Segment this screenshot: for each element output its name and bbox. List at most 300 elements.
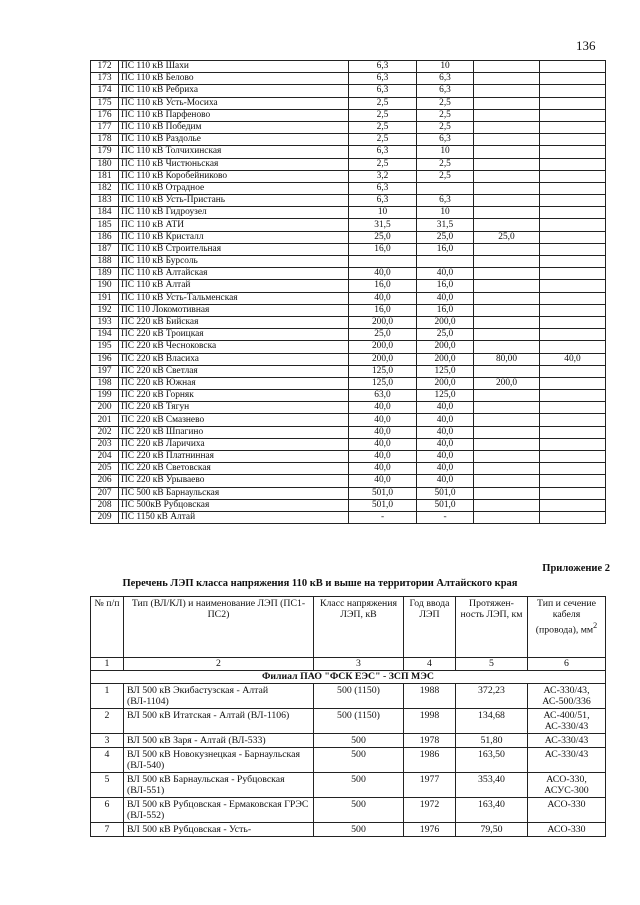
row-number: 198 [91, 377, 119, 389]
line-voltage: 500 (1150) [314, 709, 404, 734]
table-row [91, 475, 606, 487]
page-number: 136 [576, 38, 596, 53]
appendix-title: Перечень ЛЭП класса напряжения 110 кВ и выше на территории Алтайского края [122, 578, 518, 589]
capacity-1: 2,5 [349, 97, 417, 109]
row-number: 1 [91, 684, 124, 709]
line-name: ВЛ 500 кВ Заря - Алтай (ВЛ-533) [124, 734, 314, 748]
capacity-2: 40,0 [417, 268, 474, 280]
capacity-4 [540, 341, 606, 353]
capacity-2: 40,0 [417, 475, 474, 487]
table-row [91, 85, 606, 97]
substation-name: ПС 220 кВ Смазнево [119, 414, 349, 426]
table-row [91, 195, 606, 207]
header-name: Тип (ВЛ/КЛ) и наименование ЛЭП (ПС1-ПС2) [124, 597, 314, 658]
line-year: 1978 [404, 734, 456, 748]
capacity-1: 40,0 [349, 426, 417, 438]
row-number: 200 [91, 402, 119, 414]
capacity-1: 40,0 [349, 268, 417, 280]
substation-name: ПС 1150 кВ Алтай [119, 511, 349, 523]
row-number: 197 [91, 365, 119, 377]
row-number: 192 [91, 304, 119, 316]
capacity-1: 200,0 [349, 341, 417, 353]
row-number: 184 [91, 207, 119, 219]
capacity-4 [540, 463, 606, 475]
capacity-1: 40,0 [349, 475, 417, 487]
capacity-4 [540, 402, 606, 414]
capacity-3 [474, 451, 540, 463]
row-number: 178 [91, 134, 119, 146]
line-year: 1976 [404, 823, 456, 837]
capacity-3 [474, 170, 540, 182]
capacity-4 [540, 134, 606, 146]
table-row [91, 73, 606, 85]
table-row [91, 377, 606, 389]
capacity-3 [474, 195, 540, 207]
line-cable: АС-400/51, АС-330/43 [528, 709, 606, 734]
substation-name: ПС 220 кВ Тягун [119, 402, 349, 414]
table-row [91, 316, 606, 328]
header-cable-sup: 2 [593, 621, 598, 630]
substation-name: ПС 500кВ Рубцовская [119, 499, 349, 511]
line-name: ВЛ 500 кВ Рубцовская - Усть- [124, 823, 314, 837]
capacity-3 [474, 256, 540, 268]
capacity-2: 200,0 [417, 341, 474, 353]
table-row [91, 709, 606, 734]
capacity-3 [474, 402, 540, 414]
table-row [91, 256, 606, 268]
capacity-2: 200,0 [417, 316, 474, 328]
substation-name: ПС 110 кВ Алтай [119, 280, 349, 292]
capacity-2: 16,0 [417, 304, 474, 316]
substation-name: ПС 220 кВ Троицкая [119, 329, 349, 341]
capacity-1: 6,3 [349, 182, 417, 194]
capacity-1: 16,0 [349, 243, 417, 255]
capacity-3 [474, 121, 540, 133]
substation-name: ПС 110 кВ Коробейниково [119, 170, 349, 182]
capacity-1: 2,5 [349, 158, 417, 170]
capacity-1: 2,5 [349, 121, 417, 133]
capacity-3 [474, 243, 540, 255]
line-name: ВЛ 500 кВ Новокузнецкая - Барнаульская (ВЛ-540) [124, 748, 314, 773]
substation-name: ПС 110 кВ Гидроузел [119, 207, 349, 219]
table-row [91, 158, 606, 170]
index-cell: 6 [528, 658, 606, 671]
capacity-1: 501,0 [349, 499, 417, 511]
table-row [91, 773, 606, 798]
table-row [91, 341, 606, 353]
line-voltage: 500 (1150) [314, 684, 404, 709]
capacity-3 [474, 316, 540, 328]
capacity-1: 6,3 [349, 146, 417, 158]
table-row [91, 734, 606, 748]
table-row [91, 684, 606, 709]
capacity-1: 40,0 [349, 414, 417, 426]
line-length: 134,68 [456, 709, 528, 734]
row-number: 4 [91, 748, 124, 773]
capacity-1: 40,0 [349, 463, 417, 475]
substation-name: ПС 110 кВ Кристалл [119, 231, 349, 243]
capacity-1 [349, 256, 417, 268]
table-row [91, 268, 606, 280]
line-voltage: 500 [314, 734, 404, 748]
capacity-4 [540, 121, 606, 133]
table-row [91, 748, 606, 773]
row-number: 195 [91, 341, 119, 353]
table-row [91, 170, 606, 182]
capacity-1: - [349, 511, 417, 523]
table-row [91, 146, 606, 158]
capacity-2: 16,0 [417, 243, 474, 255]
capacity-3 [474, 219, 540, 231]
capacity-1: 6,3 [349, 85, 417, 97]
capacity-2: 501,0 [417, 499, 474, 511]
row-number: 182 [91, 182, 119, 194]
capacity-2: 10 [417, 207, 474, 219]
row-number: 181 [91, 170, 119, 182]
table-row [91, 121, 606, 133]
substation-name: ПС 220 кВ Шпагино [119, 426, 349, 438]
capacity-4 [540, 329, 606, 341]
capacity-4 [540, 316, 606, 328]
capacity-1: 40,0 [349, 451, 417, 463]
line-length: 163,50 [456, 748, 528, 773]
line-name: ВЛ 500 кВ Барнаульская - Рубцовская (ВЛ-551) [124, 773, 314, 798]
line-year: 1998 [404, 709, 456, 734]
capacity-2: 6,3 [417, 195, 474, 207]
capacity-2: 40,0 [417, 426, 474, 438]
line-year: 1972 [404, 798, 456, 823]
capacity-4 [540, 219, 606, 231]
appendix-label: Приложение 2 [542, 563, 610, 574]
table-row [91, 499, 606, 511]
line-year: 1988 [404, 684, 456, 709]
capacity-1: 40,0 [349, 438, 417, 450]
capacity-3 [474, 207, 540, 219]
line-length: 79,50 [456, 823, 528, 837]
table-row [91, 487, 606, 499]
capacity-4 [540, 304, 606, 316]
index-cell: 1 [91, 658, 124, 671]
capacity-4 [540, 256, 606, 268]
capacity-3 [474, 475, 540, 487]
capacity-4 [540, 292, 606, 304]
index-cell: 2 [124, 658, 314, 671]
table-row [91, 329, 606, 341]
substation-name: ПС 220 кВ Урываево [119, 475, 349, 487]
line-voltage: 500 [314, 773, 404, 798]
capacity-4 [540, 146, 606, 158]
capacity-3: 200,0 [474, 377, 540, 389]
line-length: 163,40 [456, 798, 528, 823]
capacity-1: 16,0 [349, 304, 417, 316]
substation-name: ПС 110 кВ Усть-Тальменская [119, 292, 349, 304]
row-number: 183 [91, 195, 119, 207]
table-row [91, 390, 606, 402]
substation-name: ПС 220 кВ Горняк [119, 390, 349, 402]
capacity-3 [474, 499, 540, 511]
row-number: 188 [91, 256, 119, 268]
row-number: 203 [91, 438, 119, 450]
index-cell: 3 [314, 658, 404, 671]
capacity-1: 16,0 [349, 280, 417, 292]
capacity-3 [474, 341, 540, 353]
capacity-1: 2,5 [349, 109, 417, 121]
row-number: 177 [91, 121, 119, 133]
row-number: 6 [91, 798, 124, 823]
row-number: 199 [91, 390, 119, 402]
capacity-1: 2,5 [349, 134, 417, 146]
substation-name: ПС 110 кВ Парфеново [119, 109, 349, 121]
index-row [91, 658, 606, 671]
line-voltage: 500 [314, 798, 404, 823]
capacity-1: 10 [349, 207, 417, 219]
capacity-2: 40,0 [417, 451, 474, 463]
substation-name: ПС 110 кВ Чистюньская [119, 158, 349, 170]
substation-name: ПС 220 кВ Южная [119, 377, 349, 389]
row-number: 196 [91, 353, 119, 365]
row-number: 186 [91, 231, 119, 243]
capacity-1: 200,0 [349, 353, 417, 365]
capacity-2: 16,0 [417, 280, 474, 292]
index-cell: 4 [404, 658, 456, 671]
capacity-3: 80,00 [474, 353, 540, 365]
capacity-1: 3,2 [349, 170, 417, 182]
row-number: 185 [91, 219, 119, 231]
row-number: 191 [91, 292, 119, 304]
capacity-4: 40,0 [540, 353, 606, 365]
row-number: 5 [91, 773, 124, 798]
capacity-2: 2,5 [417, 109, 474, 121]
capacity-4 [540, 280, 606, 292]
row-number: 180 [91, 158, 119, 170]
substation-name: ПС 500 кВ Барнаульская [119, 487, 349, 499]
capacity-1: 6,3 [349, 195, 417, 207]
capacity-4 [540, 85, 606, 97]
capacity-4 [540, 207, 606, 219]
row-number: 205 [91, 463, 119, 475]
index-cell: 5 [456, 658, 528, 671]
table-row [91, 365, 606, 377]
table-row [91, 182, 606, 194]
capacity-3 [474, 182, 540, 194]
line-length: 51,80 [456, 734, 528, 748]
capacity-2: 40,0 [417, 402, 474, 414]
line-voltage: 500 [314, 748, 404, 773]
capacity-3 [474, 61, 540, 73]
substation-name: ПС 110 кВ Шахи [119, 61, 349, 73]
row-number: 2 [91, 709, 124, 734]
table-row [91, 219, 606, 231]
table-row [91, 451, 606, 463]
row-number: 206 [91, 475, 119, 487]
capacity-3 [474, 463, 540, 475]
table-row [91, 97, 606, 109]
line-cable: АСО-330, АСУС-300 [528, 773, 606, 798]
row-number: 193 [91, 316, 119, 328]
row-number: 175 [91, 97, 119, 109]
row-number: 190 [91, 280, 119, 292]
table-row [91, 304, 606, 316]
table-row [91, 511, 606, 523]
substation-name: ПС 110 кВ Толчихинская [119, 146, 349, 158]
capacity-2: 6,3 [417, 134, 474, 146]
capacity-4 [540, 73, 606, 85]
capacity-4 [540, 182, 606, 194]
capacity-4 [540, 377, 606, 389]
capacity-4 [540, 365, 606, 377]
capacity-3 [474, 73, 540, 85]
capacity-2: 40,0 [417, 463, 474, 475]
capacity-2: 125,0 [417, 390, 474, 402]
substation-name: ПС 110 Локомотивная [119, 304, 349, 316]
capacity-2: 40,0 [417, 414, 474, 426]
row-number: 173 [91, 73, 119, 85]
capacity-4 [540, 451, 606, 463]
capacity-2: 200,0 [417, 353, 474, 365]
substation-name: ПС 220 кВ Световская [119, 463, 349, 475]
capacity-4 [540, 61, 606, 73]
table-row [91, 438, 606, 450]
capacity-4 [540, 97, 606, 109]
section-title: Филиал ПАО "ФСК ЕЭС" - ЗСП МЭС [91, 671, 606, 684]
line-name: ВЛ 500 кВ Рубцовская - Ермаковская ГРЭС (ВЛ-552) [124, 798, 314, 823]
capacity-1: 501,0 [349, 487, 417, 499]
table-row [91, 402, 606, 414]
capacity-3 [474, 426, 540, 438]
header-cable [528, 597, 606, 658]
substation-name: ПС 220 кВ Ларичиха [119, 438, 349, 450]
capacity-4 [540, 487, 606, 499]
row-number: 187 [91, 243, 119, 255]
capacity-1: 6,3 [349, 61, 417, 73]
row-number: 176 [91, 109, 119, 121]
table-row [91, 231, 606, 243]
capacity-2: - [417, 511, 474, 523]
capacity-3 [474, 438, 540, 450]
capacity-2: 25,0 [417, 329, 474, 341]
capacity-1: 25,0 [349, 329, 417, 341]
line-name: ВЛ 500 кВ Итатская - Алтай (ВЛ-1106) [124, 709, 314, 734]
substation-name: ПС 110 кВ Усть-Пристань [119, 195, 349, 207]
capacity-3 [474, 292, 540, 304]
table-row [91, 798, 606, 823]
table-row [91, 243, 606, 255]
row-number: 201 [91, 414, 119, 426]
capacity-4 [540, 414, 606, 426]
capacity-4 [540, 268, 606, 280]
table-row [91, 207, 606, 219]
table-row [91, 280, 606, 292]
substation-name: ПС 220 кВ Бийская [119, 316, 349, 328]
substation-name: ПС 110 кВ Алтайская [119, 268, 349, 280]
substation-name: ПС 110 кВ Бурсоль [119, 256, 349, 268]
capacity-4 [540, 170, 606, 182]
line-length: 353,40 [456, 773, 528, 798]
capacity-2: 31,5 [417, 219, 474, 231]
row-number: 7 [91, 823, 124, 837]
capacity-2: 40,0 [417, 438, 474, 450]
capacity-1: 125,0 [349, 365, 417, 377]
capacity-2: 6,3 [417, 73, 474, 85]
row-number: 174 [91, 85, 119, 97]
capacity-3 [474, 134, 540, 146]
substation-name: ПС 110 кВ Белово [119, 73, 349, 85]
substation-name: ПС 220 кВ Власиха [119, 353, 349, 365]
substation-name: ПС 110 кВ Усть-Мосиха [119, 97, 349, 109]
capacity-2 [417, 256, 474, 268]
line-cable: АС-330/43 [528, 734, 606, 748]
line-voltage: 500 [314, 823, 404, 837]
header-number: № п/п [91, 597, 124, 658]
capacity-4 [540, 511, 606, 523]
row-number: 208 [91, 499, 119, 511]
substation-name: ПС 220 кВ Чесноковска [119, 341, 349, 353]
capacity-4 [540, 499, 606, 511]
power-lines-table [90, 596, 606, 837]
line-year: 1986 [404, 748, 456, 773]
substation-name: ПС 110 кВ АТИ [119, 219, 349, 231]
capacity-3 [474, 146, 540, 158]
line-year: 1977 [404, 773, 456, 798]
header-row [91, 597, 606, 658]
substation-name: ПС 110 кВ Раздолье [119, 134, 349, 146]
capacity-4 [540, 109, 606, 121]
capacity-4 [540, 438, 606, 450]
substation-name: ПС 110 кВ Победим [119, 121, 349, 133]
substations-table [90, 60, 606, 524]
capacity-2: 25,0 [417, 231, 474, 243]
capacity-4 [540, 158, 606, 170]
capacity-3 [474, 158, 540, 170]
line-cable: АС-330/43, АС-500/336 [528, 684, 606, 709]
row-number: 194 [91, 329, 119, 341]
capacity-2 [417, 182, 474, 194]
table-row [91, 353, 606, 365]
capacity-1: 125,0 [349, 377, 417, 389]
capacity-1: 200,0 [349, 316, 417, 328]
capacity-3 [474, 329, 540, 341]
table-row [91, 463, 606, 475]
section-row [91, 671, 606, 684]
capacity-3 [474, 85, 540, 97]
header-length: Протяжен-ность ЛЭП, км [456, 597, 528, 658]
table-row [91, 823, 606, 837]
capacity-2: 10 [417, 146, 474, 158]
table-row [91, 134, 606, 146]
capacity-4 [540, 195, 606, 207]
row-number: 179 [91, 146, 119, 158]
capacity-4 [540, 231, 606, 243]
capacity-2: 125,0 [417, 365, 474, 377]
line-cable: АС-330/43 [528, 748, 606, 773]
table-row [91, 109, 606, 121]
capacity-2: 200,0 [417, 377, 474, 389]
substation-name: ПС 220 кВ Платнинная [119, 451, 349, 463]
capacity-4 [540, 243, 606, 255]
header-voltage: Класс напряжения ЛЭП, кВ [314, 597, 404, 658]
capacity-3 [474, 304, 540, 316]
capacity-2: 2,5 [417, 121, 474, 133]
capacity-3 [474, 109, 540, 121]
capacity-2: 501,0 [417, 487, 474, 499]
capacity-3 [474, 280, 540, 292]
capacity-3 [474, 511, 540, 523]
capacity-2: 2,5 [417, 170, 474, 182]
table-row [91, 414, 606, 426]
capacity-2: 10 [417, 61, 474, 73]
line-cable: АСО-330 [528, 798, 606, 823]
capacity-4 [540, 475, 606, 487]
